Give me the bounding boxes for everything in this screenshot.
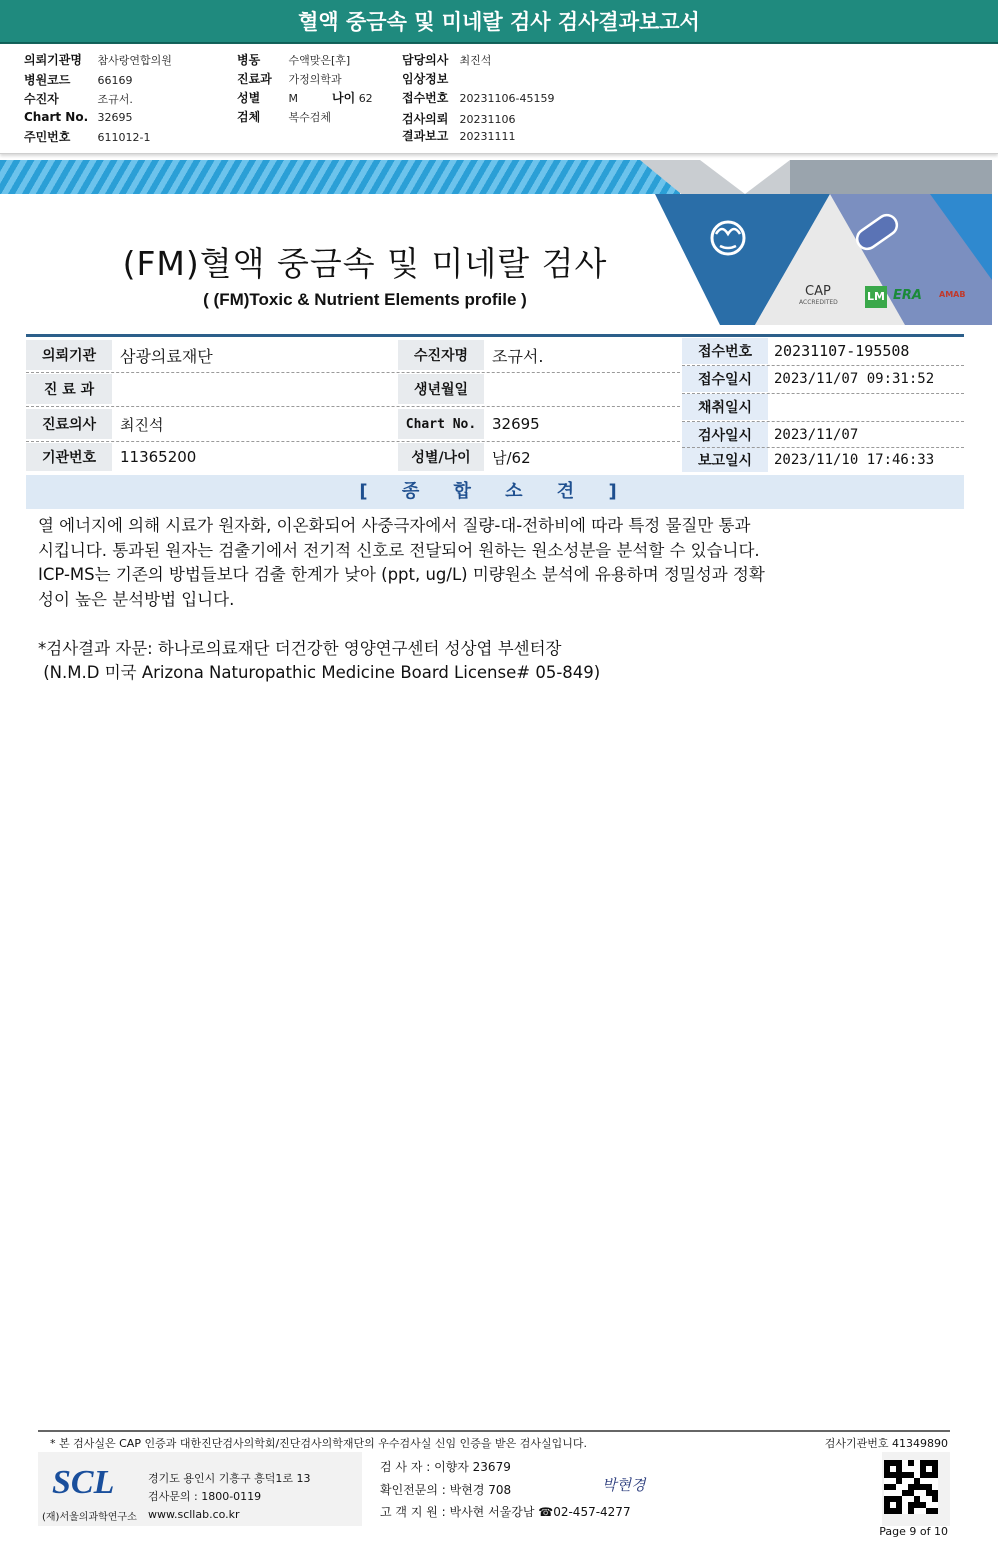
- row-divider: [26, 406, 680, 407]
- info-value: 2023/11/07: [774, 427, 859, 443]
- header-row: 검체 복수검체: [237, 110, 332, 124]
- accreditation-logos: [795, 284, 992, 312]
- info-value: [112, 374, 396, 404]
- lab-website[interactable]: www.scllab.co.kr: [148, 1508, 240, 1521]
- info-value: 남/62: [492, 448, 531, 467]
- info-value: 삼광의료재단: [120, 346, 213, 366]
- info-label: 보고일시: [682, 448, 768, 472]
- info-label: 채취일시: [682, 394, 768, 420]
- info-value: 11365200: [120, 448, 197, 466]
- qr-code-icon: [884, 1460, 938, 1514]
- header-row: 병원코드 66169: [24, 73, 133, 87]
- row-divider: [26, 441, 680, 442]
- lab-address: 경기도 용인시 기흥구 흥덕1로 13: [148, 1472, 311, 1485]
- banner-stripes: [0, 160, 680, 194]
- info-value: 조규서.: [492, 346, 544, 366]
- info-label: 생년월일: [398, 374, 484, 404]
- scl-logo: SCL: [52, 1464, 115, 1501]
- header-row: 진료과 가정의학과: [237, 72, 342, 86]
- amab-logo: AMAB: [939, 290, 966, 299]
- summary-text: 열 에너지에 의해 시료가 원자화, 이온화되어 사중극자에서 질량-대-전하비에 따라 특정 물질만 통과 시킵니다. 통과된 원자는 검출기에서 전기적 신호로 전달되어 원하는 원소성분을 분석할 수 있습니다. ICP-MS는 기존의 방법들보다 검출 한계가 낮아 (ppt, ug/L) 미량원소 분석에 유용하며 정밀성과 정확 성이 높은 분석방법 입니다. *검사결과 자문: 하나로의료재단 더건강한 영양연구센터 성상엽 부센터장 (N.M.D 미국 Arizona Naturopathic Medicine Board License# 05-849): [38, 516, 765, 682]
- info-value: 최진석: [120, 415, 164, 434]
- header-row: Chart No. 32695: [24, 110, 133, 124]
- header-row: 임상정보: [402, 72, 449, 86]
- info-label: 검사일시: [682, 422, 768, 448]
- header-row: 검사의뢰 20231106: [402, 112, 516, 126]
- cap-accredited-text: ACCREDITED: [799, 299, 838, 306]
- cap-logo: CAP: [805, 284, 831, 299]
- info-label: 의뢰기관: [26, 340, 112, 370]
- info-value: 20231107-195508: [774, 342, 910, 360]
- header-row: 결과보고 20231111: [402, 129, 516, 143]
- table-top-line: [26, 334, 964, 337]
- info-label: 접수일시: [682, 366, 768, 392]
- header-row: 성별 M 나이 62: [237, 91, 373, 105]
- report-title-bar: 혈액 중금속 및 미네랄 검사 검사결과보고서: [0, 0, 998, 44]
- info-label: 접수번호: [682, 338, 768, 364]
- era-logo: ERA: [893, 288, 922, 303]
- lab-contact: [148, 1470, 311, 1524]
- info-value: 2023/11/10 17:46:33: [774, 452, 935, 468]
- info-label: Chart No.: [398, 409, 484, 439]
- header-row: 병동 수액맞은[후]: [237, 53, 351, 67]
- summary-heading: [ 종 합 소 견 ]: [26, 475, 964, 509]
- header-row: 수진자 조규서.: [24, 92, 133, 106]
- info-label: 진료의사: [26, 409, 112, 439]
- tester: 검 사 자 : 이향자 23679: [380, 1460, 511, 1474]
- info-label: 수진자명: [398, 340, 484, 370]
- header-row: 주민번호 611012-1: [24, 130, 151, 144]
- row-divider: [682, 447, 964, 448]
- info-value: [768, 394, 964, 420]
- certification-note: * 본 검사실은 CAP 인증과 대한진단검사의학회/진단검사의학재단의 우수검사실 신임 인증을 받은 검사실입니다.: [50, 1437, 588, 1450]
- report-footer: [38, 1430, 950, 1526]
- info-value: 2023/11/07 09:31:52: [774, 371, 935, 387]
- info-label: 성별/나이: [398, 443, 484, 471]
- header-row: 담당의사 최진석: [402, 53, 492, 67]
- footer-info-box: [38, 1452, 950, 1526]
- info-value: [484, 374, 680, 404]
- row-divider: [682, 421, 964, 422]
- lm-logo: LM: [865, 286, 887, 308]
- lab-org-number: 검사기관번호 41349890: [824, 1437, 948, 1450]
- test-banner: [0, 160, 992, 325]
- physician-signature: 박현경: [602, 1476, 646, 1494]
- header-row: 의뢰기관명 참사랑연합의원: [24, 53, 172, 67]
- test-title: (FM)혈액 중금속 및 미네랄 검사: [122, 244, 608, 283]
- lab-name: (재)서울의과학연구소: [42, 1512, 137, 1523]
- info-value: 32695: [492, 415, 540, 433]
- confirming-physician: 확인전문의 : 박현경 708: [380, 1483, 512, 1497]
- responsible-staff: [362, 1452, 882, 1526]
- page-number: Page 9 of 10: [879, 1525, 948, 1538]
- info-label: 기관번호: [26, 443, 112, 471]
- row-divider: [682, 393, 964, 394]
- row-divider: [682, 365, 964, 366]
- info-label: 진 료 과: [26, 374, 112, 404]
- lab-phone: 검사문의 : 1800-0119: [148, 1490, 262, 1503]
- report-header: [0, 44, 998, 154]
- header-row: 접수번호 20231106-45159: [402, 91, 555, 105]
- row-divider: [26, 372, 680, 373]
- test-subtitle: ( (FM)Toxic & Nutrient Elements profile ): [203, 290, 527, 309]
- customer-support: 고 객 지 원 : 박사현 서울강남 ☎02-457-4277: [380, 1505, 631, 1519]
